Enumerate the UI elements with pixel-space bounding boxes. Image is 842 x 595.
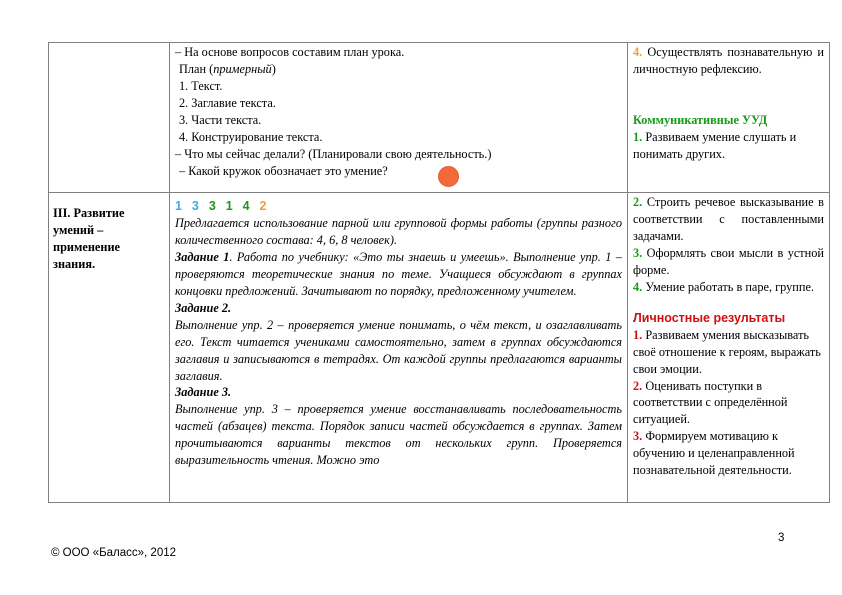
result-item: 2. Оценивать поступки в соответствии с определённой ситуацией.: [633, 378, 788, 427]
task-2-text: Выполнение упр. 2 – проверяется умение понимать, о чём текст, и озаглавливать его. Текст читается учениками самостоятельно, затем в группах обсуждаются заглавия и записываются в тетрадях. От каждой группы предлагаются варианты заглавия.: [175, 317, 622, 383]
task-3-text: Выполнение упр. 3 – проверяется умение восстанавливать последовательность частей (абзацев) текста. Порядок записи частей обсуждается в группах. Затем прочитываются варианты текстов от нескольких групп. Проверяется выразительность чтения. Можно это: [175, 402, 622, 468]
communicative-header: Коммуникативные УУД: [633, 112, 768, 127]
plan-item: 3. Части текста.: [179, 112, 262, 127]
lesson-plan-table: [48, 42, 830, 503]
plan-item: 2. Заглавие текста.: [179, 95, 276, 110]
personal-results-header: Личностные результаты: [633, 310, 786, 325]
task-2-label: Задание 2.: [175, 300, 232, 315]
plan-label: План (примерный): [179, 61, 276, 76]
intro-text: Предлагается использование парной или групповой формы работы (группы разного количественного состава: 4, 6, 8 человек).: [175, 215, 622, 247]
task-1: Задание 1. Работа по учебнику: «Это ты знаешь и умеешь». Выполнение упр. 1 – проверяются теоретические знания по теме. Учащиеся обсуждают в группах концовки предложений. Зачитывают по порядку, предложенному учителем.: [175, 249, 622, 298]
plan-item: 4. Конструирование текста.: [179, 129, 323, 144]
copyright: © ООО «Баласс», 2012: [51, 547, 177, 559]
task-3-label: Задание 3.: [175, 385, 232, 400]
result-item: 1. Развиваем умение слушать и понимать других.: [633, 129, 797, 161]
result-item: 2. Строить речевое высказывание в соответствии с поставленными задачами.: [633, 195, 824, 243]
stage-title: III. Развитие умений – применение знания.: [53, 206, 125, 271]
stage-cell: [49, 193, 170, 503]
result-item: 3. Оформлять свои мысли в устной форме.: [633, 245, 824, 277]
results-cell: [628, 43, 830, 193]
result-item: 4. Умение работать в паре, группе.: [633, 279, 814, 294]
skill-numbers: 1 3 3 1 4 2: [175, 199, 268, 213]
table-row: [49, 193, 830, 503]
results-cell: [628, 193, 830, 503]
stage-cell: [49, 43, 170, 193]
result-item: 3. Формируем мотивацию к обучению и целенаправленной познавательной деятельности.: [633, 429, 795, 478]
question-line: – Что мы сейчас делали? (Планировали свою деятельность.): [175, 146, 492, 161]
orange-circle-icon: [438, 166, 459, 187]
result-item: 4. Осуществлять познавательную и личностную рефлексию.: [633, 45, 824, 76]
page-number: 3: [778, 532, 785, 544]
question-line: – Какой кружок обозначает это умение?: [179, 163, 388, 178]
content-cell: [170, 193, 628, 503]
content-cell: [170, 43, 628, 193]
plan-intro: – На основе вопросов составим план урока.: [175, 45, 405, 59]
result-item: 1. Развиваем умения высказывать своё отношение к героям, выражать свои эмоции.: [633, 327, 821, 376]
plan-item: 1. Текст.: [179, 78, 223, 93]
